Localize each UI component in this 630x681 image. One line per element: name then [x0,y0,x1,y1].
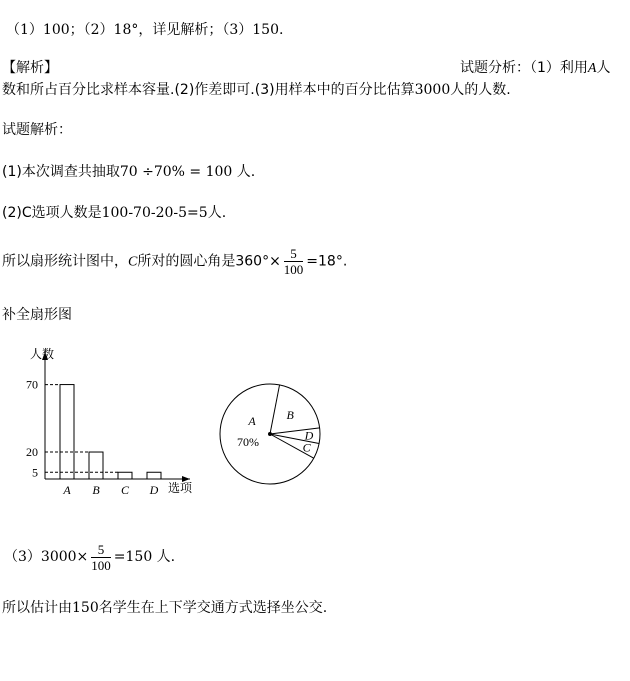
solution-conclusion [2,598,327,618]
y-axis-label: 人数 [30,347,55,361]
x-tick-label: A [63,483,71,497]
pie-percent-label: 70% [237,435,259,449]
step3-suffix: =18°. [306,253,348,270]
step3-prefix: 所以扇形统计图中， [2,253,128,270]
summary-line2-d: (3) [254,82,275,98]
summary-part2: 人 [596,60,611,76]
pie-slice-label: B [286,408,294,423]
conclusion-num: 150 [72,600,99,616]
summary-label: 试题分析： [460,60,530,76]
bar [60,385,74,479]
x-axis-label: 选项 [168,481,193,495]
step3-mid: 所对的圆心角是360°× [137,253,281,270]
summary-part1: （1）利用 [530,60,588,76]
summary-line2-num: 3000 [414,82,451,98]
y-tick-label: 70 [26,377,38,392]
y-tick-label: 5 [32,465,38,480]
bar [89,452,103,479]
bar-chart [26,346,193,497]
x-tick-label: D [149,483,159,497]
analysis-heading: 【解析】 [2,60,58,76]
step4-fraction [91,542,111,573]
summary-line2-a: 数和所占百分比求样本容量. [2,82,175,98]
summary-var: A [587,61,597,76]
step4-den: 100 [91,557,111,573]
complete-label: 补全扇形图 [2,307,72,323]
step3-var: C [128,254,138,270]
step1-prefix: (1)本次调查共抽取 [2,164,120,180]
conclusion-b: 名学生在上下学交通方式选择坐公交. [98,600,328,616]
pie-slice-label: C [302,440,311,455]
pie-slice-label: A [248,414,256,428]
bar [147,472,161,479]
x-tick-label: B [92,483,100,497]
pie-chart [220,384,320,484]
solution-step4 [4,540,175,574]
step4-suffix: =150 人. [113,549,176,565]
summary-line2-f: 人的人数. [450,82,511,98]
x-tick-label: C [120,483,130,497]
pie-slice-label: D [304,428,314,443]
conclusion-a: 所以估计由 [2,600,72,616]
bar [118,472,132,479]
answer-line: （1）100；（2）18°，详见解析；（3）150. [6,22,284,38]
step2-prefix: (2)C选项人数是 [2,205,102,221]
step1-formula: 70 ÷70% = 100 人. [119,164,256,180]
y-tick-label: 20 [26,445,38,460]
summary-line2-e: 用样本中的百分比估算 [274,82,415,98]
solution-heading: 试题解析： [2,122,72,138]
step4-prefix: （3）3000× [4,549,89,565]
summary-line2-c: 作差即可. [194,82,255,98]
step3-den: 100 [283,262,304,277]
summary-line2-b: (2) [174,82,195,98]
step4-num: 5 [91,542,111,558]
step2-formula: 100-70-20-5=5人. [101,205,227,221]
step3-num: 5 [284,246,304,262]
